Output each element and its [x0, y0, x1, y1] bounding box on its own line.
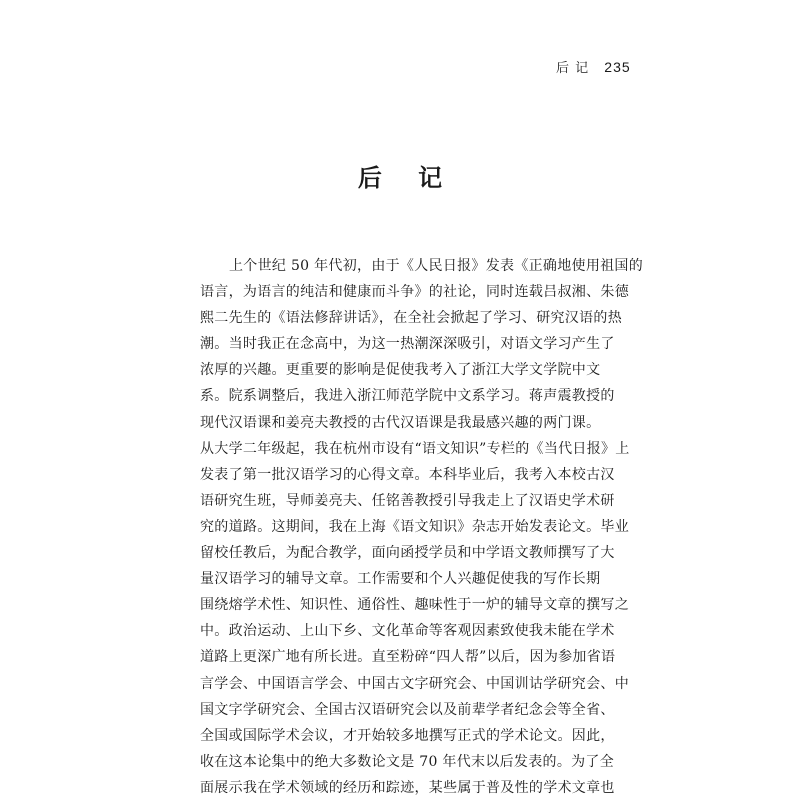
paragraph-line: 言学会、中国语言学会、中国古文字研究会、中国训诂学研究会、中	[200, 675, 629, 692]
paragraph-line: 中。政治运动、上山下乡、文化革命等客观因素致使我未能在学术	[200, 623, 615, 640]
paragraph-line: 面展示我在学术领域的经历和踪迹，某些属于普及性的学术文章也	[200, 779, 615, 796]
page-number: 235	[604, 59, 631, 75]
body-text	[200, 253, 644, 801]
paragraph-line: 留校任教后，为配合教学，面向函授学员和中学语文教师撰写了大	[200, 545, 615, 562]
paragraph-line: 全国或国际学术会议，才开始较多地撰写正式的学术论文。因此，	[200, 727, 615, 744]
paragraph-line: 量汉语学习的辅导文章。工作需要和个人兴趣促使我的写作长期	[200, 571, 601, 588]
paragraph-line: 国文字学研究会、全国古汉语研究会以及前辈学者纪念会等全省、	[200, 701, 615, 718]
paragraph-line: 收在这本论集中的绝大多数论文是 70 年代末以后发表的。为了全	[200, 753, 615, 770]
paragraph-line: 究的道路。这期间，我在上海《语文知识》杂志开始发表论文。毕业	[200, 518, 629, 535]
paragraph-line: 上个世纪 50 年代初，由于《人民日报》发表《正确地使用祖国的	[229, 258, 644, 274]
paragraph-line: 发表了第一批汉语学习的心得文章。本科毕业后，我考入本校古汉	[200, 466, 615, 483]
paragraph-line: 潮。当时我正在念高中，为这一热潮深深吸引，对语文学习产生了	[200, 336, 615, 353]
paragraph-line: 围绕熔学术性、知识性、通俗性、趣味性于一炉的辅导文章的撰写之	[200, 597, 629, 614]
paragraph-line: 语研究生班，导师姜亮夫、任铭善教授引导我走上了汉语史学术研	[200, 492, 615, 509]
paragraph-line: 道路上更深广地有所长进。直至粉碎“四人帮”以后，因为参加省语	[200, 649, 616, 666]
paragraph-line: 浓厚的兴趣。更重要的影响是促使我考入了浙江大学文学院中文	[200, 362, 601, 379]
paragraph-line: 熙二先生的《语法修辞讲话》，在全社会掀起了学习、研究汉语的热	[200, 310, 622, 327]
paragraph-line: 从大学二年级起，我在杭州市设有“语文知识”专栏的《当代日报》上	[200, 440, 630, 457]
paragraph-line: 系。院系调整后，我进入浙江师范学院中文系学习。蒋声震教授的	[200, 388, 615, 405]
paragraph-line: 语言，为语言的纯洁和健康而斗争》的社论，同时连载吕叔湘、朱德	[200, 284, 629, 301]
paragraph-line: 现代汉语课和姜亮夫教授的古代汉语课是我最感兴趣的两门课。	[200, 414, 601, 431]
running-header	[556, 57, 631, 76]
chapter-title: 后 记	[357, 164, 457, 192]
running-header-title: 后 记	[556, 61, 590, 76]
